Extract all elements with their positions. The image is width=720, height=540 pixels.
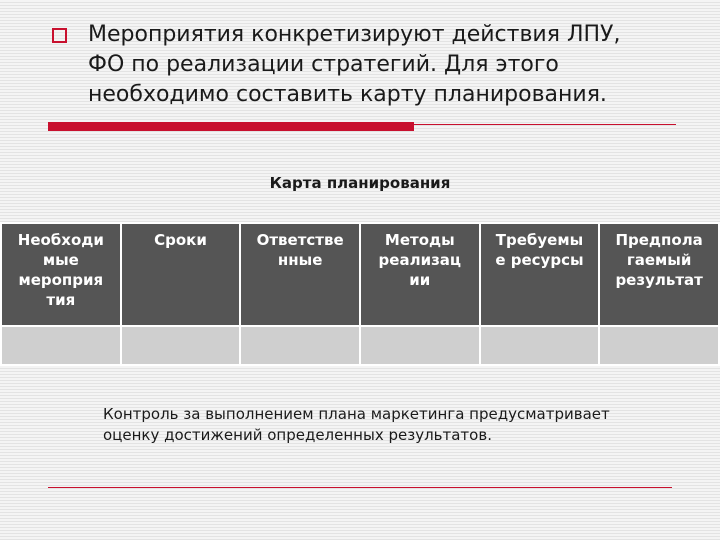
header-line: результат (615, 271, 703, 289)
note-line: оценку достижений определенных результатов. (103, 426, 492, 444)
note-line: Контроль за выполнением плана маркетинга предусматривает (103, 405, 610, 423)
header-line: Требуемы (495, 231, 584, 249)
header-line: Предпола (615, 231, 703, 249)
table-row (1, 326, 719, 365)
column-header-methods (360, 223, 480, 326)
header-line: Ответстве (256, 231, 344, 249)
table-cell (360, 326, 480, 365)
table-title: Карта планирования (269, 174, 451, 192)
header-line: ии (409, 271, 431, 289)
column-header-deadlines (121, 223, 241, 326)
note-text (103, 404, 703, 446)
table-cell (240, 326, 360, 365)
header-line: тия (46, 291, 76, 309)
divider-thin (414, 124, 676, 125)
column-header-resources (480, 223, 600, 326)
header-line: реализац (378, 251, 462, 269)
bullet-text (88, 20, 698, 110)
header-line: Сроки (154, 231, 207, 249)
header-line: мые (42, 251, 79, 269)
divider-thick (48, 122, 414, 131)
table-cell (480, 326, 600, 365)
header-line: мероприя (18, 271, 104, 289)
header-line: Необходи (17, 231, 104, 249)
header-line: нные (277, 251, 323, 269)
column-header-result (599, 223, 719, 326)
header-line: гаемый (626, 251, 692, 269)
column-header-activities (1, 223, 121, 326)
table-cell (599, 326, 719, 365)
planning-table (0, 222, 720, 366)
bullet-line: Мероприятия конкретизируют действия ЛПУ, (88, 22, 621, 47)
column-header-responsible (240, 223, 360, 326)
header-line: е ресурсы (495, 251, 584, 269)
square-bullet-icon (52, 28, 67, 43)
header-line: Методы (384, 231, 455, 249)
divider-bottom (48, 487, 672, 488)
bullet-line: ФО по реализации стратегий. Для этого (88, 52, 559, 77)
table-cell (121, 326, 241, 365)
table-cell (1, 326, 121, 365)
bullet-line: необходимо составить карту планирования. (88, 82, 607, 107)
table-header-row (1, 223, 719, 326)
